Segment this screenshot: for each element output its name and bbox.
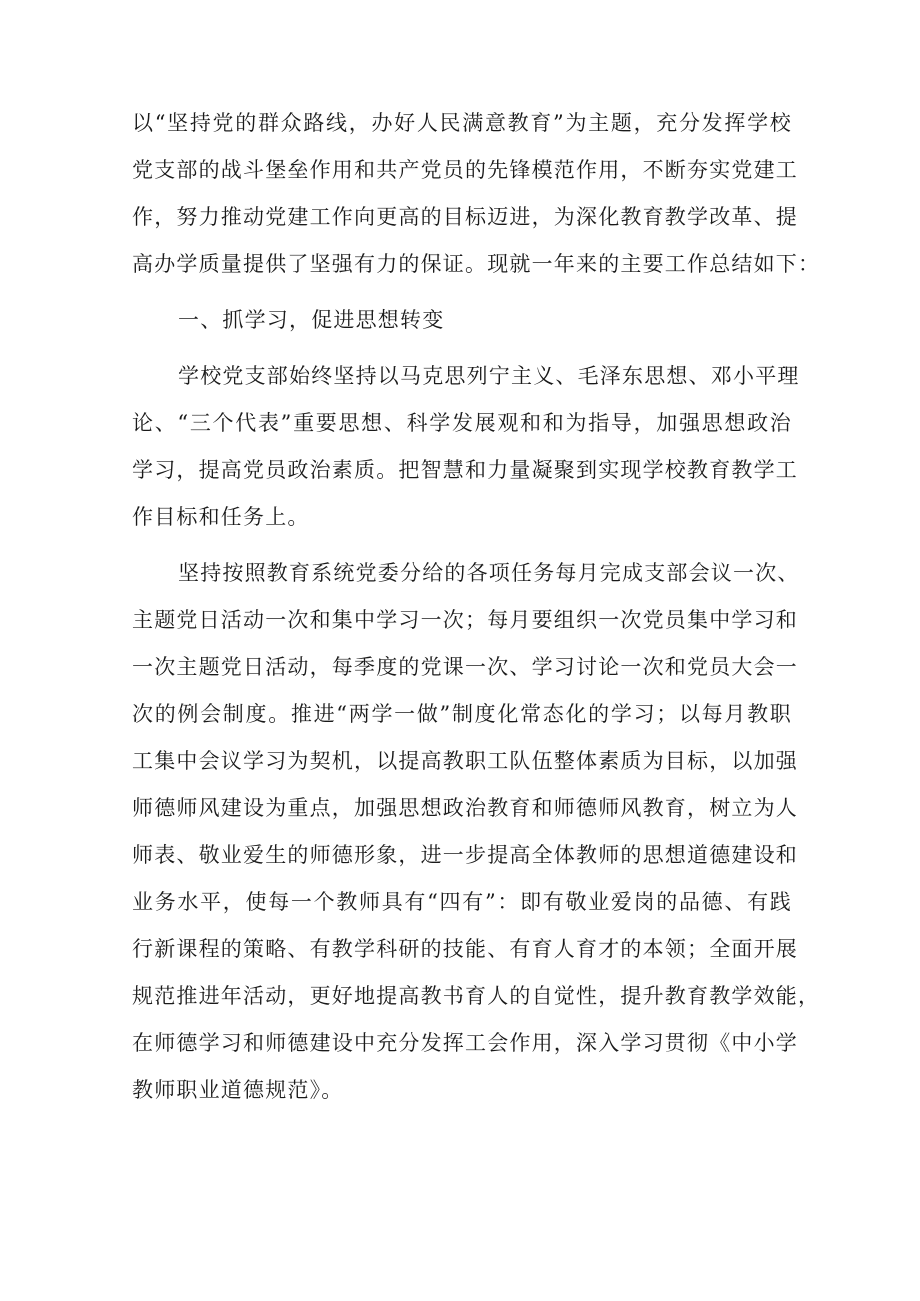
paragraph-line: 行新课程的策略、有教学科研的技能、有育人育才的本领；全面开展 [132,937,798,961]
paragraph-line: 一次主题党日活动，每季度的党课一次、学习讨论一次和党员大会一 [132,655,798,679]
paragraph-line: 党支部的战斗堡垒作用和共产党员的先锋模范作用，不断夯实党建工 [132,158,798,182]
document-body [132,100,821,1114]
paragraph-line: 工集中会议学习为契机，以提高教职工队伍整体素质为目标，以加强 [132,749,798,773]
paragraph-line: 作目标和任务上。 [132,505,310,529]
paragraph-line: 业务水平，使每一个教师具有“四有”：即有敬业爱岗的品德、有践 [132,890,792,914]
paragraph-line: 教师职业道德规范》。 [132,1078,344,1102]
paragraph-line: 坚持按照教育系统党委分给的各项任务每月完成支部会议一次、 [178,561,800,585]
paragraph-line: 在师德学习和师德建设中充分发挥工会作用，深入学习贯彻《中小学 [132,1031,798,1055]
paragraph-line: 次的例会制度。推进“两学一做”制度化常态化的学习；以每月教职 [132,702,792,726]
paragraph-line: 高办学质量提供了坚强有力的保证。现就一年来的主要工作总结如下： [132,252,821,276]
paragraph-line: 学习，提高党员政治素质。把智慧和力量凝聚到实现学校教育教学工 [132,458,798,482]
paragraph-line: 学校党支部始终坚持以马克思列宁主义、毛泽东思想、邓小平理 [178,364,800,388]
paragraph-line: 师表、敬业爱生的师德形象，进一步提高全体教师的思想道德建设和 [132,843,798,867]
paragraph-line: 规范推进年活动，更好地提高教书育人的自觉性，提升教育教学效能， [132,984,821,1008]
paragraph-line: 以“坚持党的群众路线，办好人民满意教育”为主题，充分发挥学校 [132,111,792,135]
section-heading: 一、抓学习，促进思想转变 [178,308,445,332]
paragraph-line: 论、“三个代表”重要思想、科学发展观和和为指导，加强思想政治 [132,411,792,435]
paragraph-line: 师德师风建设为重点，加强思想政治教育和师德师风教育，树立为人 [132,796,798,820]
paragraph-line: 作，努力推动党建工作向更高的目标迈进，为深化教育教学改革、提 [132,205,798,229]
paragraph-line: 主题党日活动一次和集中学习一次；每月要组织一次党员集中学习和 [132,608,798,632]
